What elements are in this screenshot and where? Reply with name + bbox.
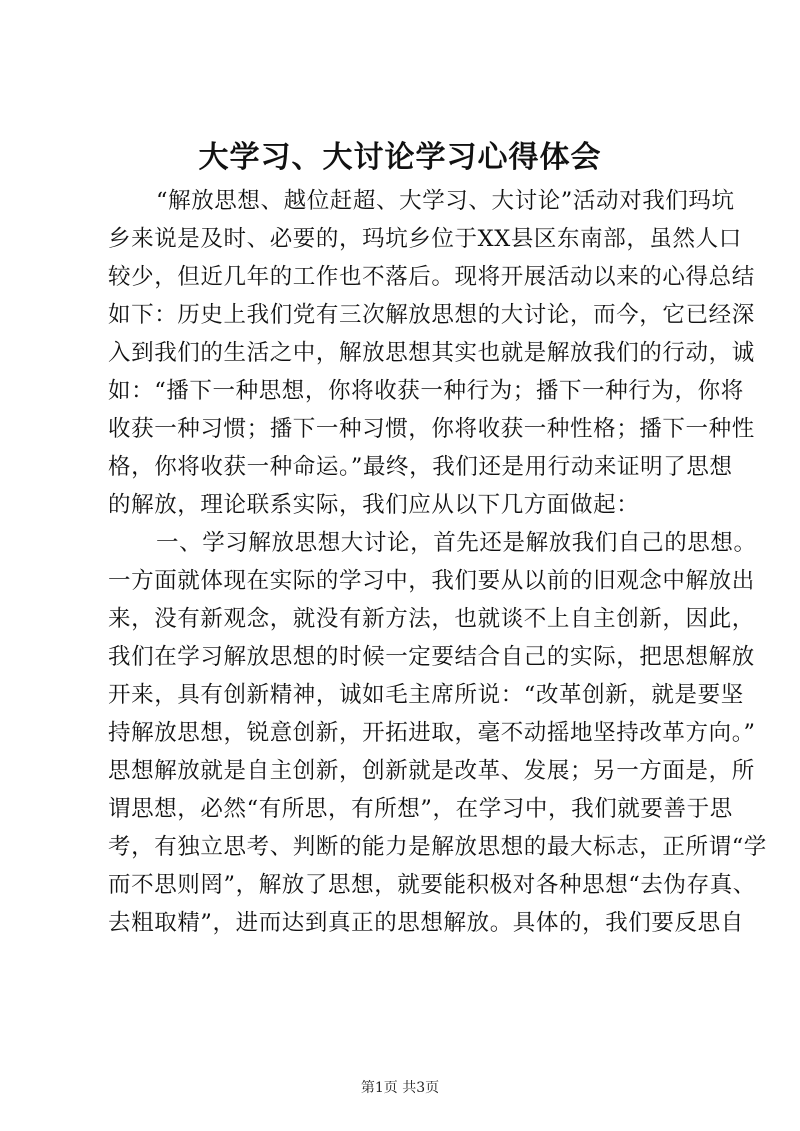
text-line: 考，有独立思考、判断的能力是解放思想的最大标志，正所谓“学: [108, 834, 767, 860]
text-line: 开来，具有创新精神，诚如毛主席所说：“改革创新，就是要坚: [108, 682, 744, 708]
text-line: 谓思想，必然“有所思，有所想”，在学习中，我们就要善于思: [108, 796, 733, 822]
text-line: 较少，但近几年的工作也不落后。现将开展活动以来的心得总结: [108, 264, 755, 290]
text-line: 一、学习解放思想大讨论，首先还是解放我们自己的思想。: [156, 530, 757, 556]
text-line: 来，没有新观念，就没有新方法，也就谈不上自主创新，因此，: [108, 606, 755, 632]
document-title: 大学习、大讨论学习心得体会: [198, 140, 602, 175]
text-line: 去粗取精”，进而达到真正的思想解放。具体的，我们要反思自: [108, 910, 744, 936]
text-line: 格，你将收获一种命运。”最终，我们还是用行动来证明了思想: [108, 454, 733, 480]
text-line: 的解放，理论联系实际，我们应从以下几方面做起：: [108, 492, 640, 518]
text-line: 如：“播下一种思想，你将收获一种行为；播下一种行为，你将: [108, 378, 744, 404]
paragraph-1: [108, 182, 755, 524]
paragraph-2: [108, 524, 767, 942]
text-line: “解放思想、越位赶超、大学习、大讨论”活动对我们玛坑: [156, 188, 735, 214]
document-body: [108, 182, 767, 942]
text-line: 思想解放就是自主创新，创新就是改革、发展；另一方面是，所: [108, 758, 755, 784]
text-line: 我们在学习解放思想的时候一定要结合自己的实际，把思想解放: [108, 644, 755, 670]
text-line: 乡来说是及时、必要的，玛坑乡位于XX县区东南部，虽然人口: [108, 226, 742, 252]
text-line: 收获一种习惯；播下一种习惯，你将收获一种性格；播下一种性: [108, 416, 755, 442]
page-footer: 第1页 共3页: [360, 1080, 440, 1096]
text-line: 如下：历史上我们党有三次解放思想的大讨论，而今，它已经深: [108, 302, 755, 328]
text-line: 入到我们的生活之中，解放思想其实也就是解放我们的行动，诚: [108, 340, 755, 366]
text-line: 一方面就体现在实际的学习中，我们要从以前的旧观念中解放出: [108, 568, 755, 594]
text-line: 持解放思想，锐意创新，开拓进取，毫不动摇地坚持改革方向。”: [108, 720, 756, 746]
text-line: 而不思则罔”，解放了思想，就要能积极对各种思想“去伪存真、: [108, 872, 756, 898]
